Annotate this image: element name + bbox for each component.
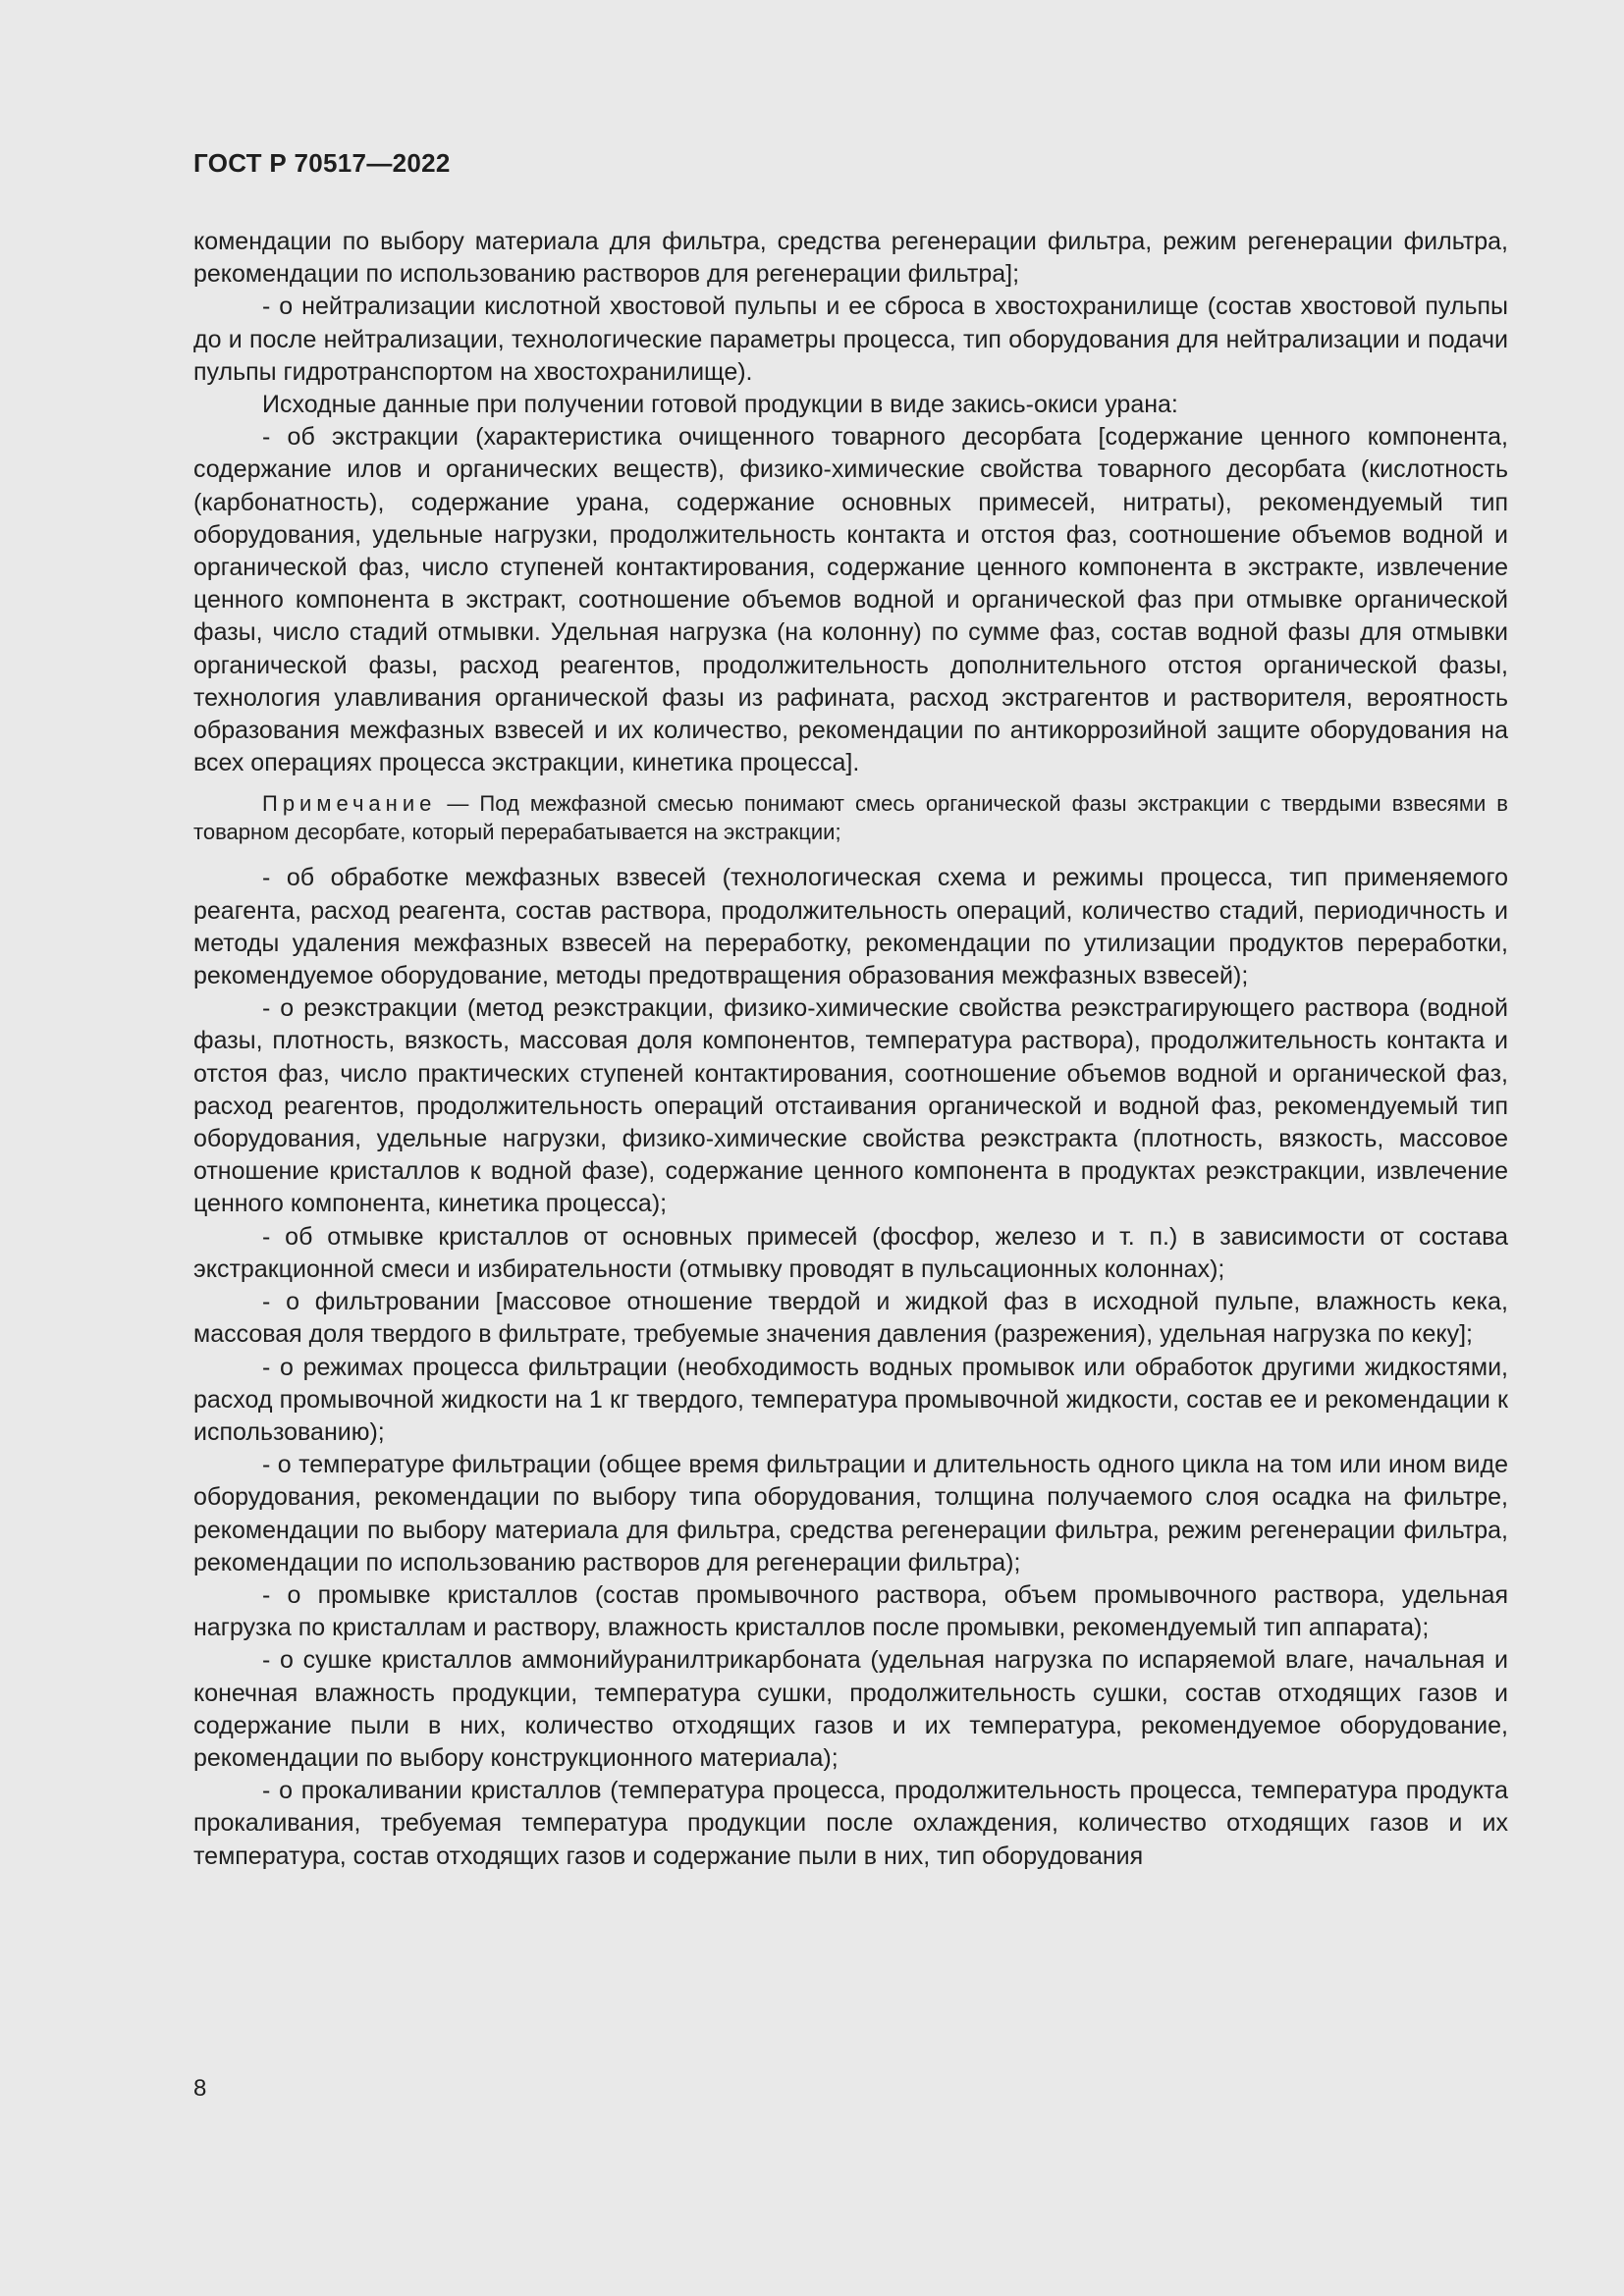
paragraph: Исходные данные при получении готовой продукции в виде закись-окиси урана: xyxy=(262,391,1178,419)
page-number: 8 xyxy=(193,2075,207,2102)
paragraph: комендации по выбору материала для фильтра, средства регенерации фильтра, режим регенерации фильтра, рекомендации по использованию растворов для регенерации фильтра]; xyxy=(193,228,1508,289)
paragraph: - о фильтровании [массовое отношение твердой и жидкой фаз в исходной пульпе, влажность кека, массовая доля твердого в фильтрате, требуемые значения давления (разрежения), удельная нагрузка по кеку]; xyxy=(193,1288,1508,1349)
paragraph: - об обработке межфазных взвесей (технологическая схема и режимы процесса, тип применяемого реагента, расход реагента, состав раствора, продолжительность операций, количество стадий, периодичность и методы удаления межфазных взвесей на переработку, рекомендации по утилизации продуктов переработки, рекомендуемое оборудование, методы предотвращения образования межфазных взвесей); xyxy=(193,864,1508,990)
note-text: Под межфазной смесью понимают смесь органической фазы экстракции с твердыми взвесями в товарном десорбате, который перерабатывается на экстракции; xyxy=(193,791,1508,845)
paragraph: - о прокаливании кристаллов (температура процесса, продолжительность процесса, температура продукта прокаливания, требуемая температура продукции после охлаждения, количество отходящих газов и их температура, состав отходящих газов и содержание пыли в них, тип оборудования xyxy=(193,1777,1508,1870)
document-header: ГОСТ Р 70517—2022 xyxy=(193,148,451,178)
paragraph: - о режимах процесса фильтрации (необходимость водных промывок или обработок другими жидкостями, расход промывочной жидкости на 1 кг твердого, температура промывочной жидкости, состав ее и рекомендации к использованию); xyxy=(193,1353,1508,1446)
paragraph: - о температуре фильтрации (общее время фильтрации и длительность одного цикла на том или ином виде оборудования, рекомендации по выбору типа оборудования, толщина получаемого слоя осадка на фильтре, рекомендации по выбору материала для фильтра, средства регенерации фильтра, режим регенерации фильтра, рекомендации по использованию растворов для регенерации фильтра); xyxy=(193,1451,1508,1576)
note-label: Примечание xyxy=(262,791,437,817)
note xyxy=(193,789,1508,846)
paragraph: - о сушке кристаллов аммонийуранилтрикарбоната (удельная нагрузка по испаряемой влаге, начальная и конечная влажность продукции, температура сушки, продолжительность сушки, состав отходящих газов и содержание пыли в них, количество отходящих газов и их температура, рекомендуемое оборудование, рекомендации по выбору конструкционного материала); xyxy=(193,1646,1508,1772)
paragraph: - о реэкстракции (метод реэкстракции, физико-химические свойства реэкстрагирующего раствора (водной фазы, плотность, вязкость, массовая доля компонентов, температура раствора), продолжительность контакта и отстоя фаз, число практических ступеней контактирования, соотношение объемов водной и органической фаз, расход реагентов, продолжительность операций отстаивания органической и водной фаз, рекомендуемый тип оборудования, удельные нагрузки, физико-химические свойства реэкстракта (плотность, вязкость, массовое отношение кристаллов к водной фазе), содержание ценного компонента в продуктах реэкстракции, извлечение ценного компонента, кинетика процесса); xyxy=(193,994,1508,1218)
note-dash: — xyxy=(447,791,469,817)
paragraph: - о промывке кристаллов (состав промывочного раствора, объем промывочного раствора, удельная нагрузка по кристаллам и раствору, влажность кристаллов после промывки, рекомендуемый тип аппарата); xyxy=(193,1580,1508,1642)
paragraph: - об экстракции (характеристика очищенного товарного десорбата [содержание ценного компонента, содержание илов и органических веществ), физико-химические свойства товарного десорбата (кислотность (карбонатность), содержание урана, содержание основных примесей, нитраты), рекомендуемый тип оборудования, удельные нагрузки, продолжительность контакта и отстоя фаз, соотношение объемов водной и органической фаз, число ступеней контактирования, содержание ценного компонента в экстракте, извлечение ценного компонента в экстракт, соотношение объемов водной и органической фаз при отмывке органической фазы, число стадий отмывки. Удельная нагрузка (на колонну) по сумме фаз, состав водной фазы для отмывки органической фазы, расход реагентов, продолжительность дополнительного отстоя органической фазы, технология улавливания органической фазы из рафината, расход экстрагентов и растворителя, вероятность образования межфазных взвесей и их количество, рекомендации по антикоррозийной защите оборудования на всех операциях процесса экстракции, кинетика процесса]. xyxy=(193,423,1508,777)
paragraph: - о нейтрализации кислотной хвостовой пульпы и ее сброса в хвостохранилище (состав хвостовой пульпы до и после нейтрализации, технологические параметры процесса, тип оборудования для нейтрализации и подачи пульпы гидротранспортом на хвостохранилище). xyxy=(193,293,1508,386)
document-body xyxy=(193,226,1508,1873)
paragraph: - об отмывке кристаллов от основных примесей (фосфор, железо и т. п.) в зависимости от состава экстракционной смеси и избирательности (отмывку проводят в пульсационных колоннах); xyxy=(193,1222,1508,1283)
